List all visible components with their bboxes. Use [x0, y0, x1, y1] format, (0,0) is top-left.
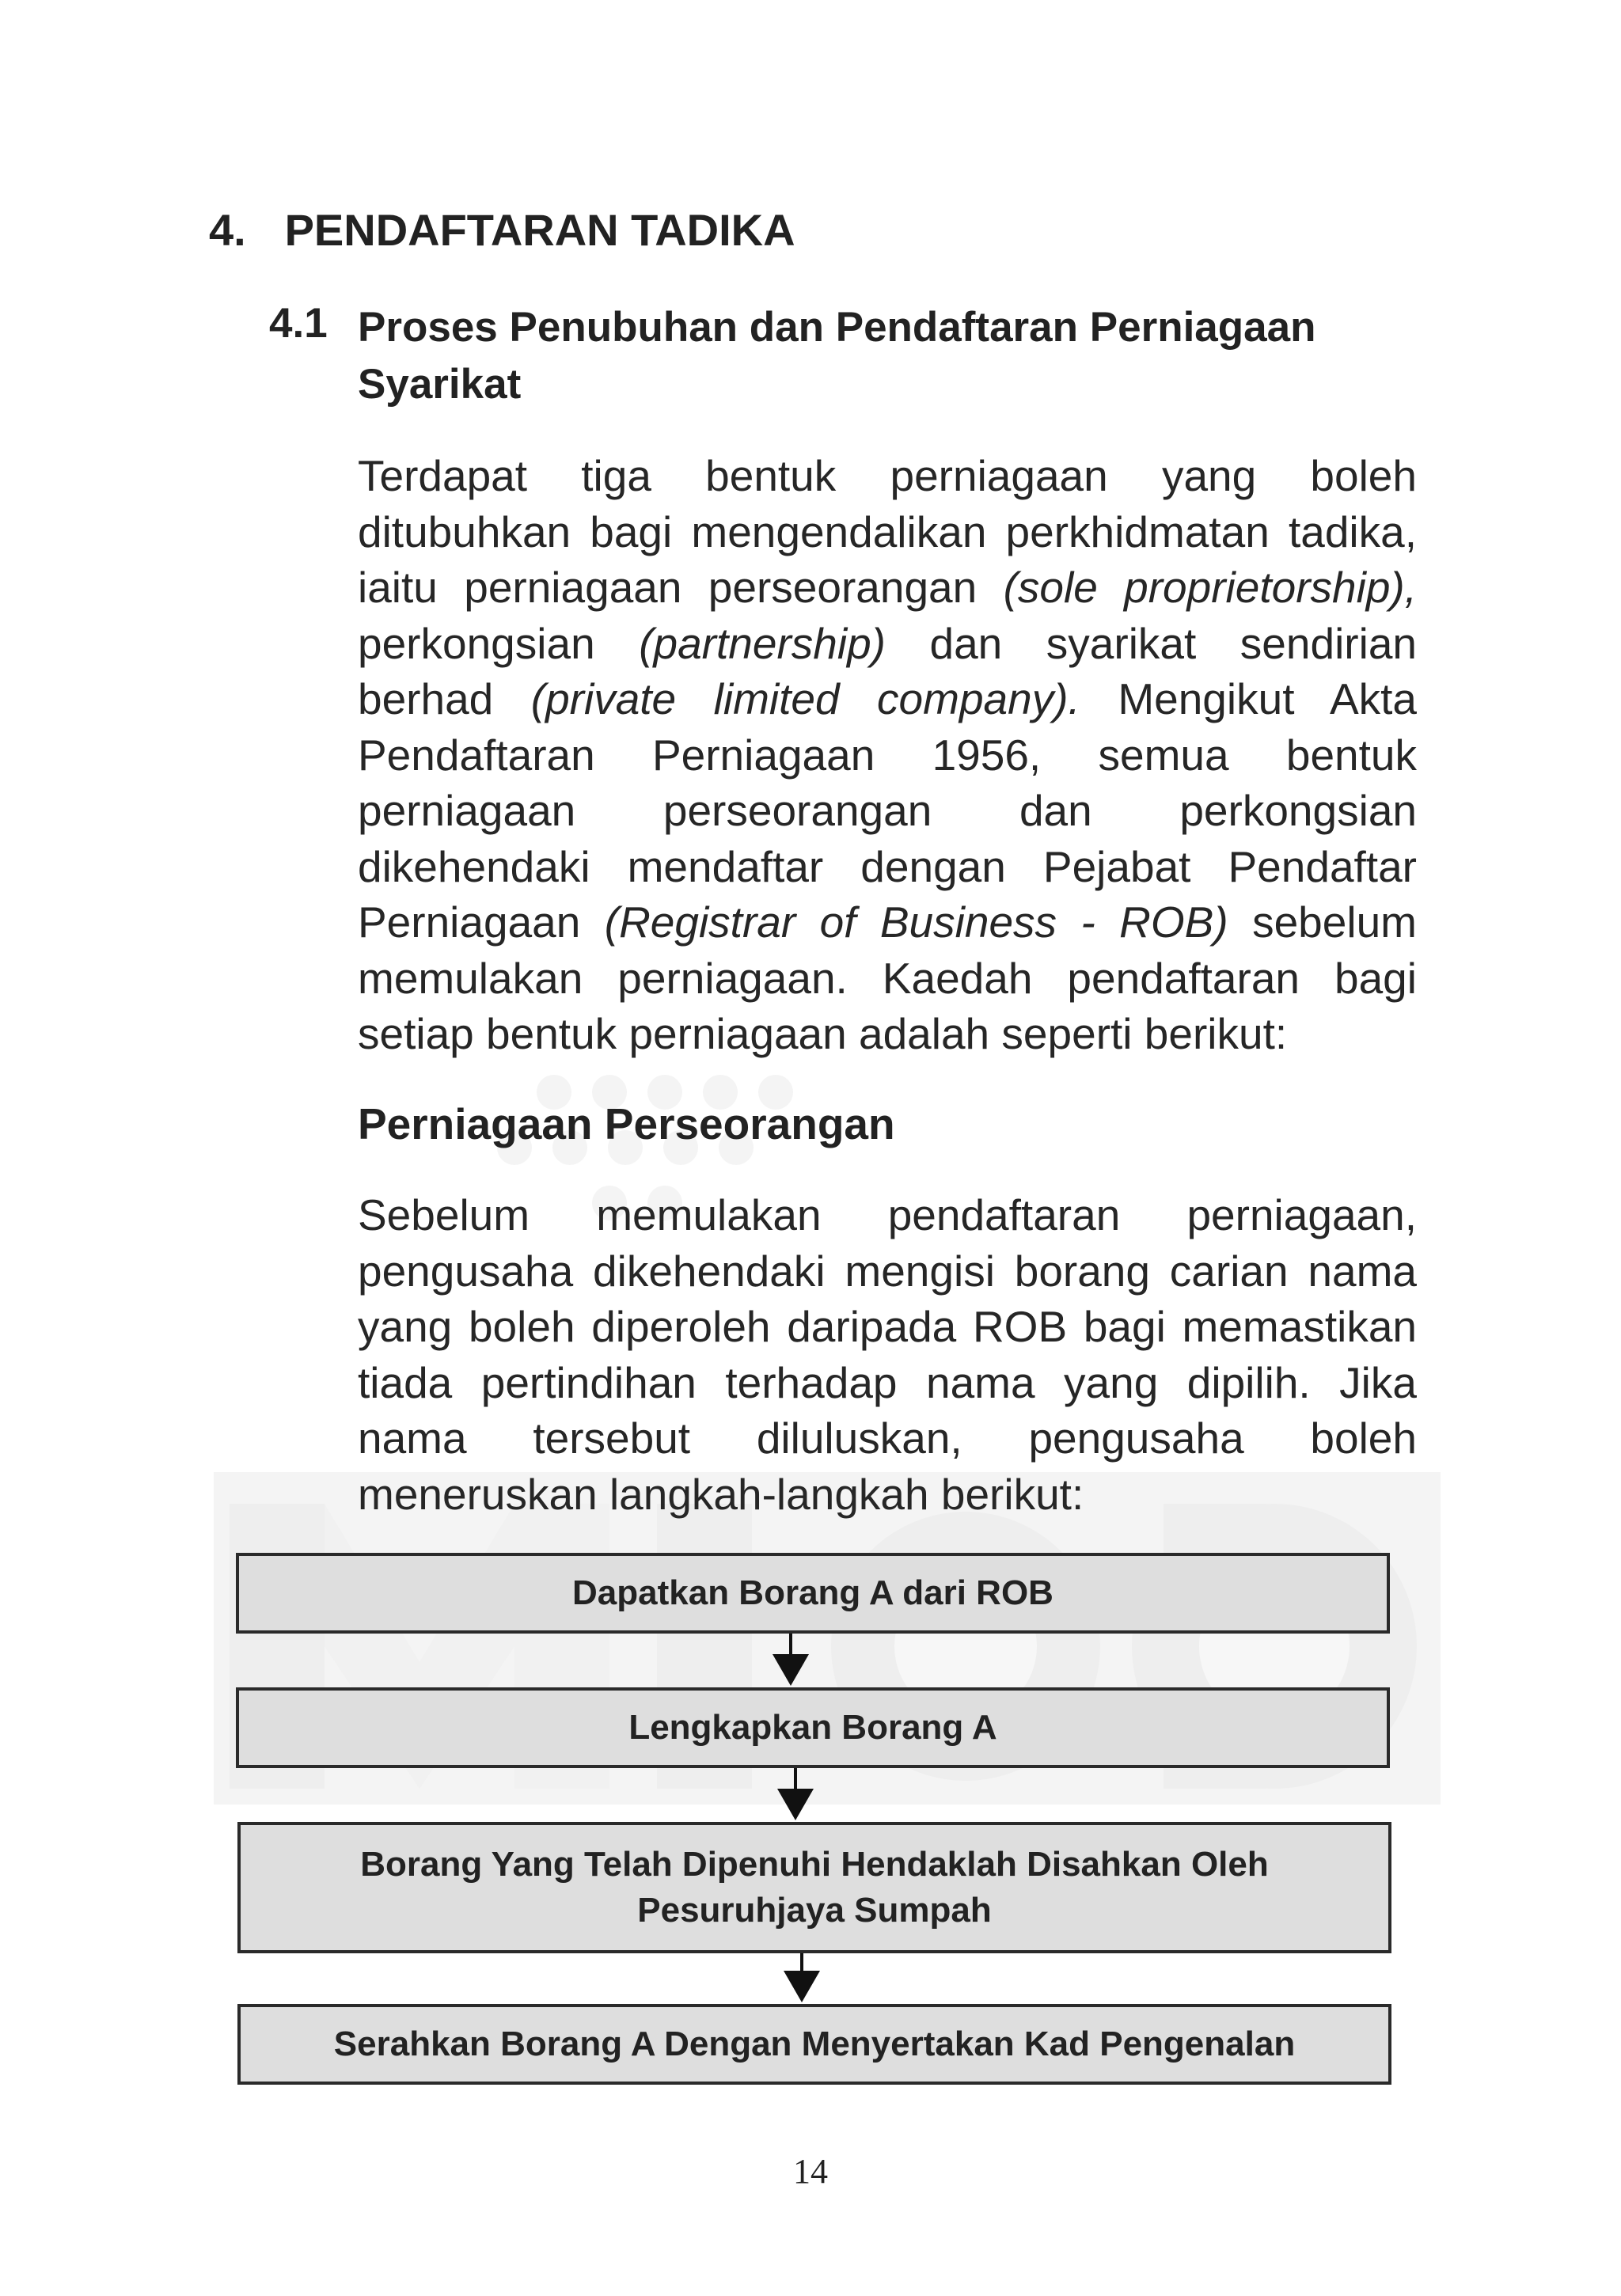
- flowchart-step-3: Borang Yang Telah Dipenuhi Hendaklah Disahkan Oleh Pesuruhjaya Sumpah: [237, 1822, 1391, 1953]
- paragraph-steps-intro: Sebelum memulakan pendaftaran perniagaan, pengusaha dikehendaki mengisi borang carian nama yang boleh diperoleh daripada ROB bagi memastikan tiada pertindihan terhadap nama yang dipilih. Jika nama tersebut diluluskan, pengusaha boleh meneruskan langkah-langkah berikut:: [358, 1190, 1417, 1519]
- arrow-down-icon: [777, 1768, 814, 1822]
- term-partnership: (partnership): [639, 618, 886, 668]
- section-heading: [209, 204, 795, 256]
- term-sole-proprietorship: (sole proprietorship),: [1003, 563, 1418, 612]
- page-number: 14: [793, 2152, 828, 2191]
- term-registrar-of-business: (Registrar of Business - ROB): [604, 898, 1228, 947]
- section-number: 4.: [209, 205, 246, 255]
- subheading-sole-proprietorship: Perniagaan Perseorangan: [358, 1099, 895, 1148]
- flowchart-step-1: Dapatkan Borang A dari ROB: [236, 1553, 1390, 1634]
- subsection-title: Proses Penubuhan dan Pendaftaran Perniagaan Syarikat: [358, 304, 1316, 408]
- section-title: PENDAFTARAN TADIKA: [284, 205, 795, 255]
- arrow-down-icon: [784, 1953, 820, 2004]
- flowchart-step-2: Lengkapkan Borang A: [236, 1687, 1390, 1768]
- term-private-limited-company: (private limited company).: [530, 674, 1080, 723]
- arrow-down-icon: [773, 1634, 809, 1687]
- paragraph-intro: Terdapat tiga bentuk perniagaan yang boleh ditubuhkan bagi mengendalikan perkhidmatan tadika, iaitu perniagaan perseorangan (sole proprietorship), perkongsian (partnership) dan syarikat sendirian berhad (private limited company). Mengikut Akta Pendaftaran Perniagaan 1956, semua bentuk perniagaan perseorangan dan perkongsian dikehendaki mendaftar dengan Pejabat Pendaftar Perniagaan (Registrar of Business - ROB) sebelum memulakan perniagaan. Kaedah pendaftaran bagi setiap bentuk perniagaan adalah seperti berikut:: [358, 451, 1418, 1058]
- subsection-number: 4.1: [269, 300, 328, 347]
- flowchart-step-4: Serahkan Borang A Dengan Menyertakan Kad Pengenalan: [237, 2004, 1391, 2085]
